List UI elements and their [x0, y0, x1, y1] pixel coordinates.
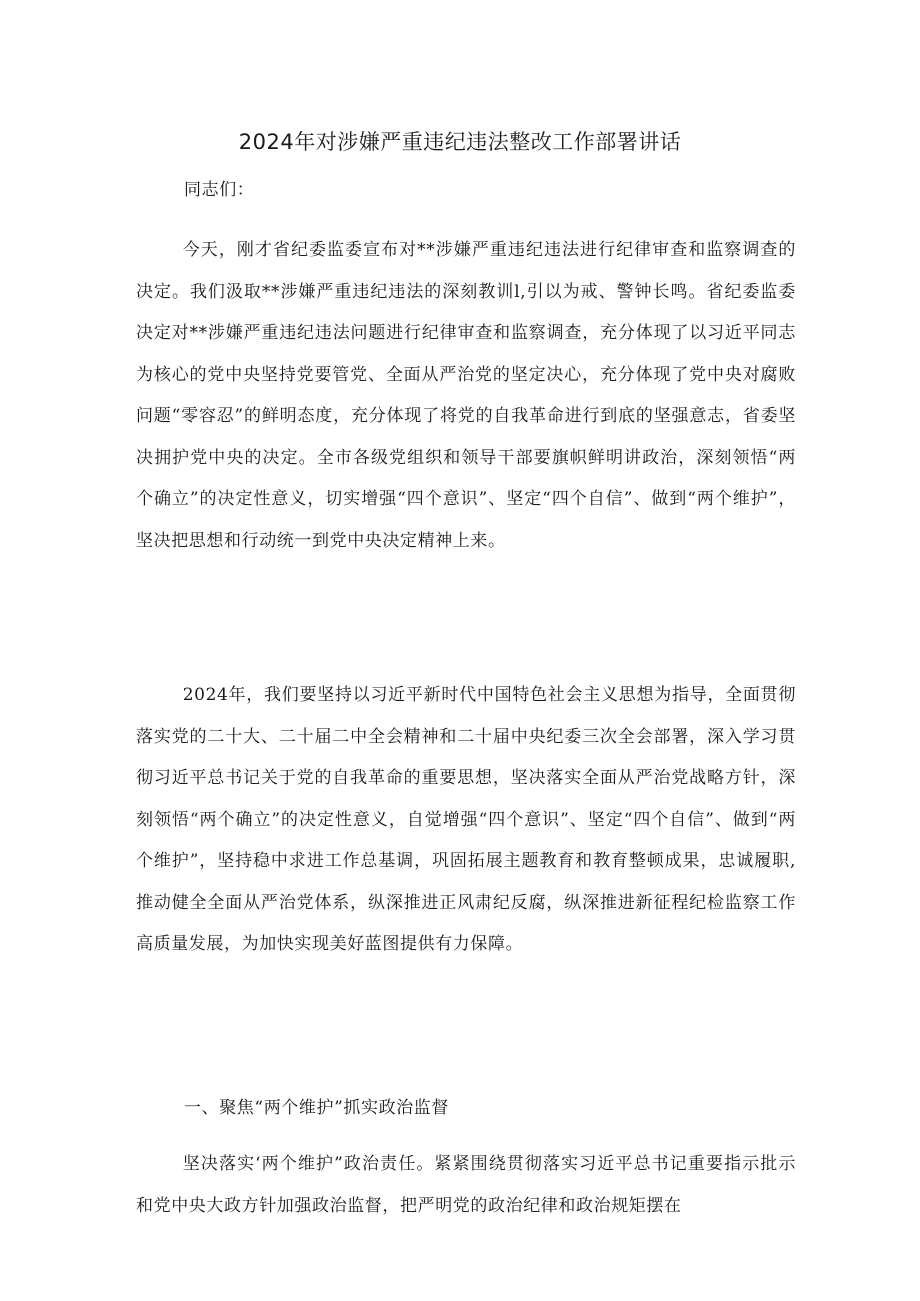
- greeting: 同志们：: [184, 180, 255, 200]
- section-paragraph: 坚决落实‘两个维护”政治责任。紧紧围绕贯彻落实习近平总书记重要指示批示和党中央大政方针加强政治监督，把严明党的政治纪律和政治规矩摆在: [136, 1154, 796, 1216]
- document-title: 2024年对涉嫌严重违纪违法整改工作部署讲话: [238, 130, 682, 154]
- section-heading: 一、聚焦“两个维护”抓实政治监督: [184, 1098, 449, 1118]
- paragraph-1: 今天，刚才省纪委监委宣布对**涉嫌严重违纪违法进行纪律审查和监察调查的决定。我们汲取**涉嫌严重违纪违法的深刻教训l,引以为戒、警钟长鸣。省纪委监委决定对**涉嫌严重违纪违法问题进行纪律审查和监察调查，充分体现了以习近平同志为核心的党中央坚持党要管党、全面从严治党的坚定决心，充分体现了党中央对腐败问题“零容忍”的鲜明态度，充分体现了将党的自我革命进行到底的坚强意志，省委坚决拥护党中央的决定。全市各级党组织和领导干部要旗帜鲜明讲政治，深刻领悟“两个确立”的决定性意义，切实增强“四个意识”、坚定“四个自信”、做到“两个维护”，坚决把思想和行动统一到党中央决定精神上来。: [136, 240, 796, 551]
- paragraph-2: 2024年，我们要坚持以习近平新时代中国特色社会主义思想为指导，全面贯彻落实党的二十大、二十届二中全会精神和二十届中央纪委三次全会部署，深入学习贯彻习近平总书记关于党的自我革命的重要思想，坚决落实全面从严治党战略方针，深刻领悟“两个确立”的决定性意义，自觉增强“四个意识”、坚定“四个自信”、做到“两个维护”，坚持稳中求进工作总基调，巩固拓展主题教育和教育整顿成果，忠诚履职,推动健全全面从严治党体系，纵深推进正风肃纪反腐，纵深推进新征程纪检监察工作高质量发展，为加快实现美好蓝图提供有力保障。: [136, 685, 796, 954]
